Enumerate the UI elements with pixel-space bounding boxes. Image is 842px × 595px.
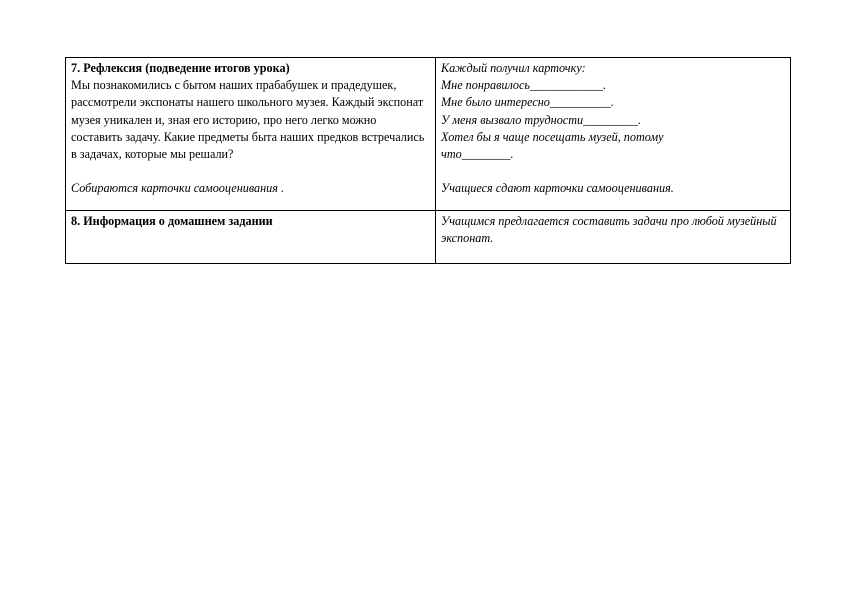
card-line: Мне было интересно__________. xyxy=(441,95,614,110)
activity-cell xyxy=(436,58,791,211)
homework-text: Учащимся предлагается составить задачи про любой музейный экспонат. xyxy=(441,214,777,246)
spacer xyxy=(441,163,785,180)
spacer xyxy=(71,163,430,180)
table-row xyxy=(66,58,791,211)
card-line: Каждый получил карточку: xyxy=(441,61,586,75)
card-line: У меня вызвало трудности_________. xyxy=(441,112,642,127)
stage-cell xyxy=(66,211,436,264)
activity-note: Учащиеся сдают карточки самооценивания. xyxy=(441,181,674,196)
stage-heading: 7. Рефлексия (подведение итогов урока) xyxy=(71,61,290,75)
activity-cell xyxy=(436,211,791,264)
lesson-plan-table xyxy=(65,57,791,264)
stage-cell xyxy=(66,58,436,211)
table-row xyxy=(66,211,791,264)
card-line: Хотел бы я чаще посещать музей, потому xyxy=(441,129,664,144)
card-line: что________. xyxy=(441,147,514,162)
card-line: Мне понравилось____________. xyxy=(441,78,607,93)
stage-note: Собираются карточки самооценивания . xyxy=(71,181,285,196)
stage-heading: 8. Информация о домашнем задании xyxy=(71,214,273,228)
stage-description: Мы познакомились с бытом наших прабабушек и прадедушек, рассмотрели экспонаты нашего школьного музея. Каждый экспонат музея уникален и, зная его историю, про него легко можно составить задачу. Какие предметы быта наших предков встречались в задачах, которые мы решали? xyxy=(71,78,425,162)
